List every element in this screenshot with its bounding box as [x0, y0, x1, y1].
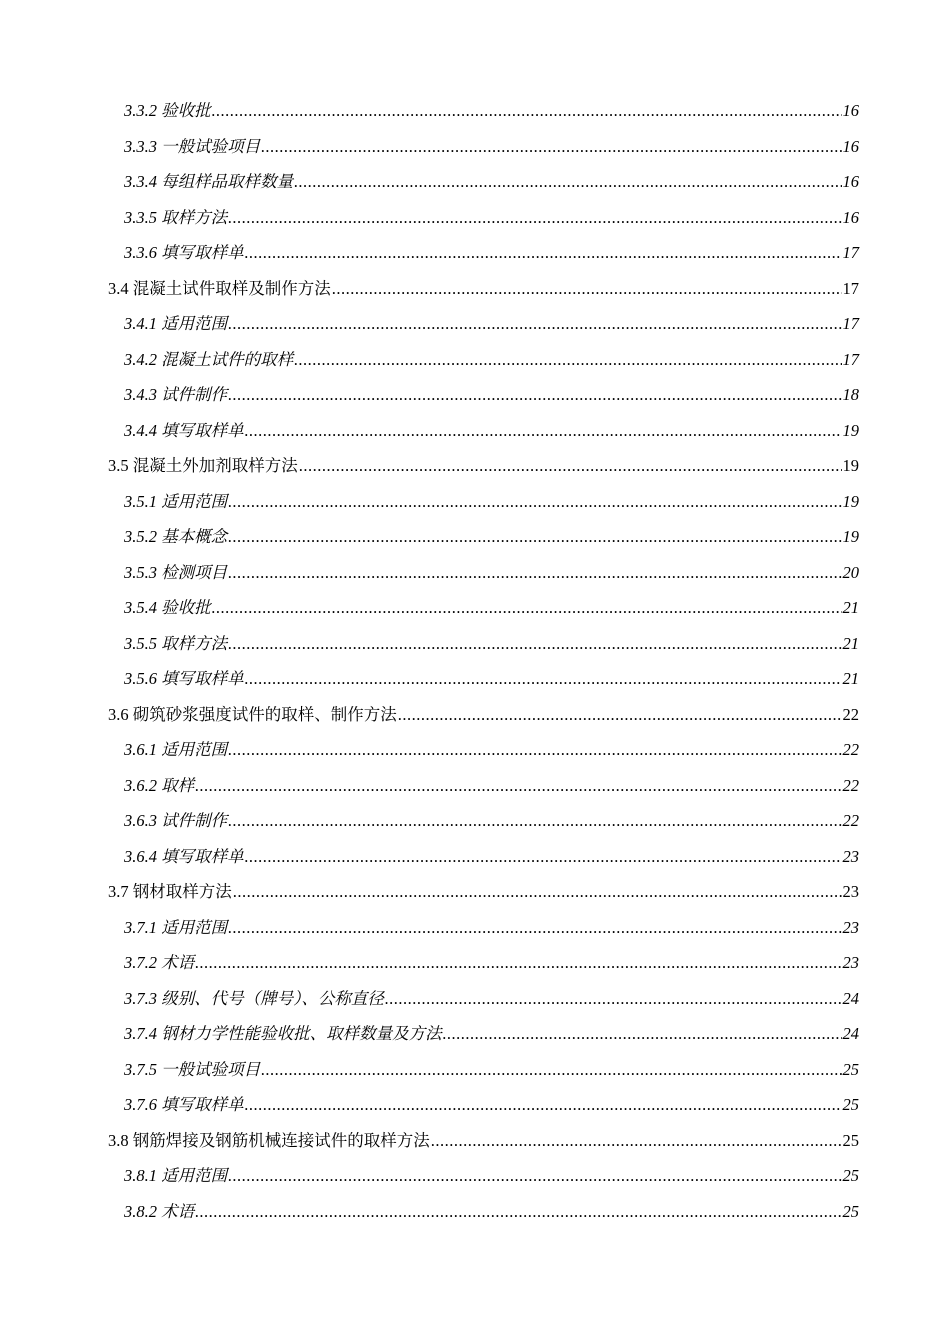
- toc-entry-title: 3.5.4 验收批: [124, 598, 211, 617]
- toc-entry-page-number: 16: [842, 172, 859, 191]
- toc-entry-title: 3.3.3 一般试验项目: [124, 136, 261, 156]
- toc-entry-title: 3.7.1 适用范围: [124, 917, 228, 937]
- toc-dot-leader: [212, 93, 842, 129]
- toc-entry[interactable]: [0, 306, 859, 342]
- toc-entry-title: 3.3.2 验收批: [124, 101, 211, 120]
- toc-entry[interactable]: [0, 1123, 859, 1159]
- toc-entry-title: 3.7.6 填写取样单: [124, 1095, 244, 1114]
- toc-dot-leader: [294, 164, 841, 200]
- toc-dot-leader: [294, 342, 841, 378]
- toc-entry-title: 3.6.2 取样: [124, 775, 195, 795]
- toc-entry[interactable]: [0, 626, 859, 662]
- toc-entry[interactable]: [0, 200, 859, 236]
- toc-entry-title: 3.8.1 适用范围: [124, 1166, 228, 1185]
- toc-entry[interactable]: [0, 1016, 859, 1052]
- toc-entry-page-number: 25: [842, 1166, 859, 1185]
- toc-dot-leader: [245, 413, 842, 449]
- toc-entry[interactable]: [0, 1158, 859, 1194]
- toc-entry[interactable]: [0, 945, 859, 981]
- toc-entry[interactable]: [0, 981, 859, 1017]
- toc-dot-leader: [228, 803, 841, 839]
- toc-entry-page-number: 19: [842, 491, 859, 511]
- toc-entry[interactable]: [0, 1052, 859, 1088]
- toc-entry[interactable]: [0, 768, 859, 804]
- toc-entry-page-number: 24: [842, 1024, 859, 1043]
- toc-entry-title: 3.4.1 适用范围: [124, 314, 228, 333]
- toc-entry-page-number: 23: [842, 917, 859, 937]
- toc-dot-leader: [245, 839, 842, 875]
- toc-entry-page-number: 23: [842, 953, 859, 972]
- toc-dot-leader: [228, 484, 841, 520]
- toc-entry-title: 3.5.1 适用范围: [124, 491, 228, 511]
- toc-dot-leader: [228, 555, 841, 591]
- toc-dot-leader: [299, 448, 842, 484]
- toc-entry[interactable]: [0, 342, 859, 378]
- toc-entry-page-number: 22: [842, 704, 859, 724]
- toc-dot-leader: [431, 1123, 842, 1159]
- toc-dot-leader: [228, 732, 841, 768]
- toc-entry-page-number: 22: [842, 740, 859, 759]
- toc-entry-page-number: 17: [842, 349, 859, 369]
- toc-dot-leader: [228, 377, 841, 413]
- toc-entry-title: 3.6.3 试件制作: [124, 811, 228, 830]
- toc-entry[interactable]: [0, 661, 859, 697]
- table-of-contents: [0, 93, 950, 1229]
- toc-dot-leader: [228, 626, 841, 662]
- toc-entry[interactable]: [0, 697, 859, 733]
- toc-entry-page-number: 20: [842, 562, 859, 582]
- toc-entry-page-number: 23: [842, 846, 859, 866]
- toc-entry[interactable]: [0, 377, 859, 413]
- toc-entry-page-number: 25: [842, 1201, 859, 1221]
- toc-entry-title: 3.5.6 填写取样单: [124, 669, 244, 688]
- toc-entry[interactable]: [0, 448, 859, 484]
- toc-dot-leader: [195, 945, 841, 981]
- toc-dot-leader: [228, 910, 841, 946]
- toc-entry[interactable]: [0, 129, 859, 165]
- toc-entry-page-number: 19: [842, 456, 859, 475]
- toc-entry[interactable]: [0, 1087, 859, 1123]
- toc-entry-title: 3.5.2 基本概念: [124, 527, 228, 546]
- toc-entry-page-number: 17: [842, 243, 859, 262]
- toc-dot-leader: [245, 1087, 842, 1123]
- toc-entry-title: 3.6 砌筑砂浆强度试件的取样、制作方法: [108, 704, 397, 724]
- toc-entry[interactable]: [0, 235, 859, 271]
- toc-dot-leader: [245, 661, 842, 697]
- toc-entry-title: 3.5 混凝土外加剂取样方法: [108, 456, 298, 475]
- toc-entry-title: 3.4.3 试件制作: [124, 385, 228, 404]
- toc-entry-page-number: 16: [842, 136, 859, 156]
- toc-entry-title: 3.4 混凝土试件取样及制作方法: [108, 278, 331, 298]
- toc-entry-page-number: 25: [842, 1095, 859, 1114]
- toc-entry[interactable]: [0, 874, 859, 910]
- toc-dot-leader: [195, 1194, 841, 1230]
- toc-entry-title: 3.7.5 一般试验项目: [124, 1059, 261, 1079]
- toc-dot-leader: [195, 768, 841, 804]
- toc-dot-leader: [261, 129, 841, 165]
- toc-entry[interactable]: [0, 519, 859, 555]
- toc-entry[interactable]: [0, 413, 859, 449]
- toc-entry-title: 3.4.2 混凝土试件的取样: [124, 349, 294, 369]
- toc-entry[interactable]: [0, 271, 859, 307]
- toc-entry-page-number: 17: [842, 314, 859, 333]
- toc-entry-title: 3.3.5 取样方法: [124, 207, 228, 227]
- toc-entry[interactable]: [0, 555, 859, 591]
- toc-entry-title: 3.5.5 取样方法: [124, 633, 228, 653]
- toc-entry-page-number: 21: [842, 633, 859, 653]
- toc-entry-page-number: 21: [842, 598, 859, 617]
- toc-entry-page-number: 19: [842, 420, 859, 440]
- toc-entry-title: 3.3.6 填写取样单: [124, 243, 244, 262]
- toc-entry-title: 3.5.3 检测项目: [124, 562, 228, 582]
- toc-entry-title: 3.6.4 填写取样单: [124, 846, 244, 866]
- toc-entry-title: 3.8 钢筋焊接及钢筋机械连接试件的取样方法: [108, 1130, 430, 1150]
- toc-dot-leader: [245, 235, 842, 271]
- toc-entry[interactable]: [0, 164, 859, 200]
- toc-dot-leader: [233, 874, 842, 910]
- toc-entry-page-number: 18: [842, 385, 859, 404]
- toc-dot-leader: [228, 519, 841, 555]
- toc-entry[interactable]: [0, 732, 859, 768]
- toc-entry-page-number: 16: [842, 101, 859, 120]
- toc-dot-leader: [385, 981, 842, 1017]
- toc-dot-leader: [228, 1158, 841, 1194]
- toc-entry[interactable]: [0, 484, 859, 520]
- toc-entry[interactable]: [0, 910, 859, 946]
- toc-dot-leader: [398, 697, 842, 733]
- toc-entry-page-number: 22: [842, 775, 859, 795]
- toc-entry[interactable]: [0, 590, 859, 626]
- toc-dot-leader: [332, 271, 842, 307]
- toc-entry-title: 3.7 钢材取样方法: [108, 882, 232, 901]
- toc-entry-title: 3.3.4 每组样品取样数量: [124, 172, 294, 191]
- toc-dot-leader: [261, 1052, 841, 1088]
- toc-entry-page-number: 24: [842, 988, 859, 1008]
- toc-entry-page-number: 25: [842, 1130, 859, 1150]
- toc-dot-leader: [228, 306, 841, 342]
- toc-entry-page-number: 23: [842, 882, 859, 901]
- toc-entry[interactable]: [0, 803, 859, 839]
- toc-entry[interactable]: [0, 93, 859, 129]
- toc-dot-leader: [212, 590, 842, 626]
- toc-entry-page-number: 22: [842, 811, 859, 830]
- toc-entry[interactable]: [0, 839, 859, 875]
- toc-dot-leader: [228, 200, 841, 236]
- toc-entry-title: 3.6.1 适用范围: [124, 740, 228, 759]
- toc-entry-title: 3.7.4 钢材力学性能验收批、取样数量及方法: [124, 1024, 442, 1043]
- toc-entry-page-number: 16: [842, 207, 859, 227]
- toc-entry-page-number: 19: [842, 527, 859, 546]
- toc-dot-leader: [443, 1016, 842, 1052]
- toc-entry-page-number: 21: [842, 669, 859, 688]
- toc-entry-page-number: 17: [842, 278, 859, 298]
- toc-entry[interactable]: [0, 1194, 859, 1230]
- toc-entry-page-number: 25: [842, 1059, 859, 1079]
- toc-entry-title: 3.7.3 级别、代号（牌号）、公称直径: [124, 988, 384, 1008]
- toc-entry-title: 3.8.2 术语: [124, 1201, 195, 1221]
- toc-entry-title: 3.4.4 填写取样单: [124, 420, 244, 440]
- toc-entry-title: 3.7.2 术语: [124, 953, 195, 972]
